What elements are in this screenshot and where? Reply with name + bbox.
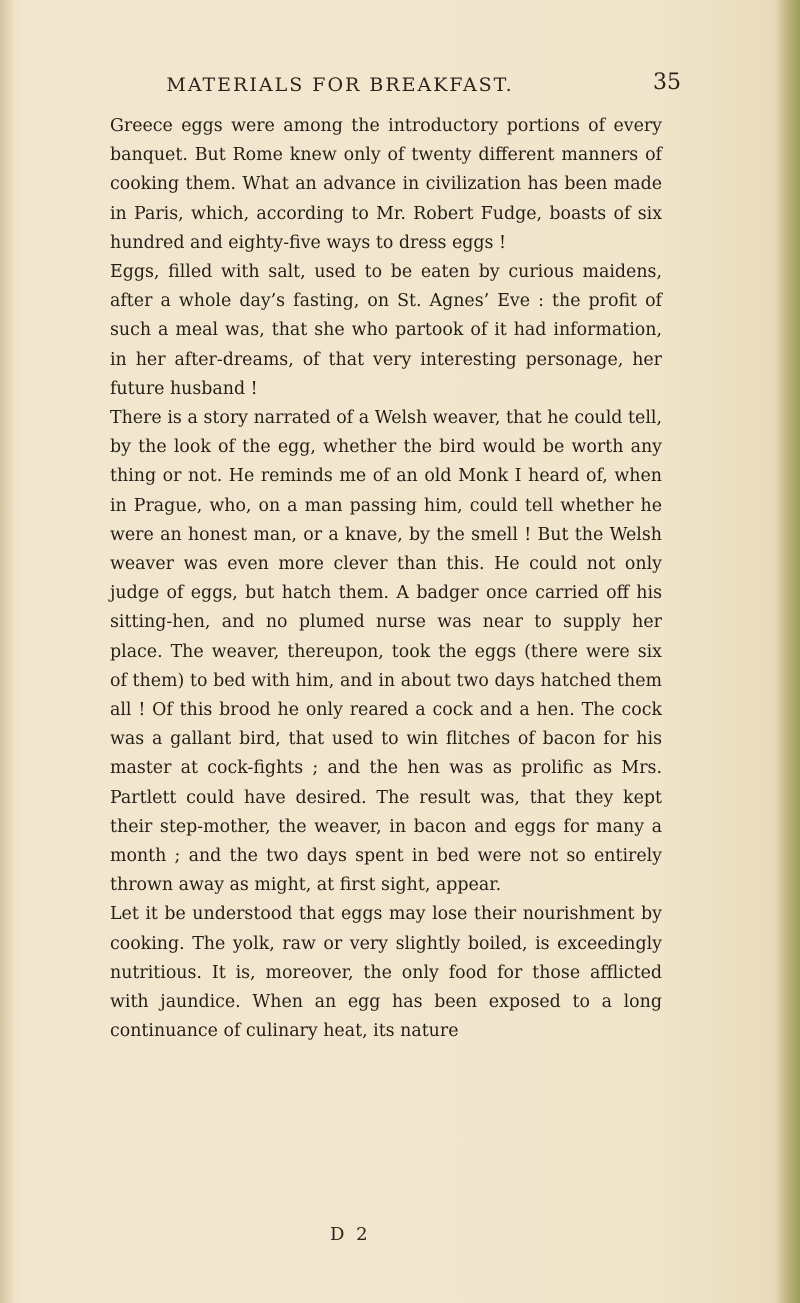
paragraph-3: There is a story narrated of a Welsh weaver, that he could tell, by the look of the egg, whether the bird would be worth any thing or not. He reminds me of an old Monk I heard of, when in Prague, who, on a man passing him, could tell whether he were an honest man, or a knave, by the smell ! But the Welsh weaver was even more clever than this. He could not only judge of eggs, but hatch them. A badger once carried off his sitting-hen, and no plumed nurse was near to supply her place. The weaver, thereupon, took the eggs (there were six of them) to bed with him, and in about two days hatched them all ! Of this brood he only reared a cock and a hen. The cock was a gallant bird, that used to win flitches of bacon for his master at cock-fights ; and the hen was as prolific as Mrs. Partlett could have desired. The result was, that they kept their step-mother, the weaver, in bacon and eggs for many a month ; and the two days spent in bed were not so entirely thrown away as might, at first sight, appear. [110,408,662,896]
body-text [110,112,662,1047]
running-title: MATERIALS FOR BREAKFAST. [166,74,514,96]
paragraph-4: Let it be understood that eggs may lose their nourishment by cooking. The yolk, raw or very slightly boiled, is exceedingly nutritious. It is, moreover, the only food for those afflicted with jaundice. When an egg has been exposed to a long continuance of culinary heat, its nature [110,904,662,1042]
page-number: 35 [653,70,681,95]
paragraph-1: Greece eggs were among the introductory portions of every banquet. But Rome knew only of twenty different manners of cooking them. What an advance in civilization has been made in Paris, which, according to Mr. Robert Fudge, boasts of six hundred and eighty-five ways to dress eggs ! [110,116,662,253]
page-edge-right [776,0,800,1303]
page-edge-left [0,0,14,1303]
signature-mark: D 2 [330,1224,371,1245]
paragraph-2: Eggs, filled with salt, used to be eaten by curious maidens, after a whole day’s fasting, on St. Agnes’ Eve : the profit of such a meal was, that she who partook of it had information, in her after-dreams, of that very interesting personage, her future husband ! [110,262,662,399]
